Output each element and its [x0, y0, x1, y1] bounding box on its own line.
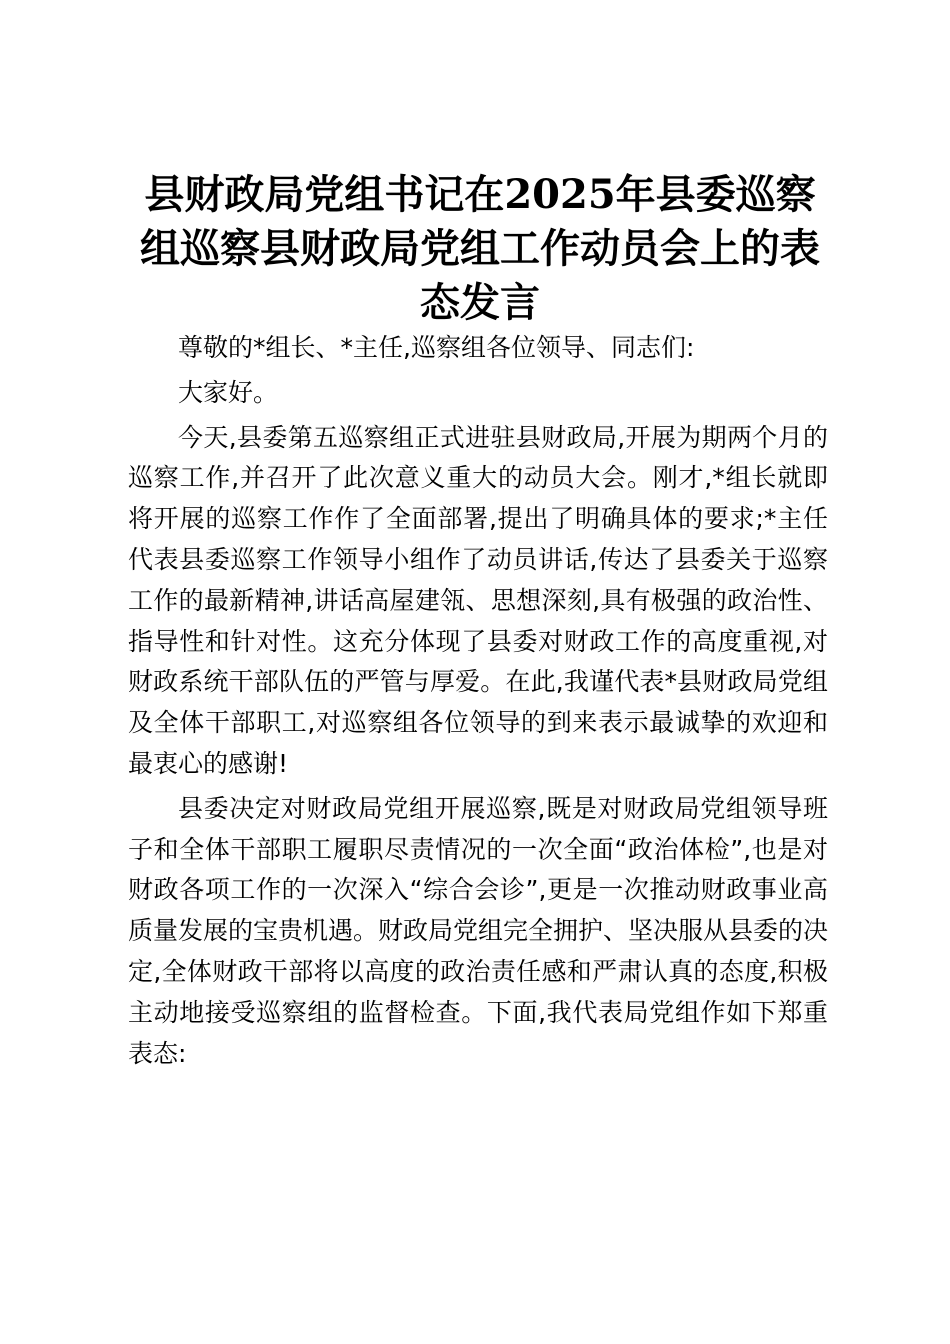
greeting-line: 大家好。: [178, 377, 279, 407]
body-paragraph: 县委决定对财政局党组开展巡察,既是对财政局党组领导班子和全体干部职工履职尽责情况的一次全面“政治体检”,也是对财政各项工作的一次深入“综合会诊”,更是一次推动财政事业高质量发展的宝贵机遇。财政局党组完全拥护、坚决服从县委的决定,全体财政干部将以高度的政治责任感和严肃认真的态度,积极主动地接受巡察组的监督检查。下面,我代表局党组作如下郑重表态:: [128, 793, 829, 1068]
salutation-line: 尊敬的*组长、*主任,巡察组各位领导、同志们:: [178, 333, 695, 362]
body-paragraph: 今天,县委第五巡察组正式进驻县财政局,开展为期两个月的巡察工作,并召开了此次意义重大的动员大会。刚才,*组长就即将开展的巡察工作作了全面部署,提出了明确具体的要求;*主任代表县委巡察工作领导小组作了动员讲话,传达了县委关于巡察工作的最新精神,讲话高屋建瓴、思想深刻,具有极强的政治性、指导性和针对性。这充分体现了县委对财政工作的高度重视,对财政系统干部队伍的严管与厚爱。在此,我谨代表*县财政局党组及全体干部职工,对巡察组各位领导的到来表示最诚挚的欢迎和最衷心的感谢!: [128, 422, 828, 778]
document-body: [128, 328, 828, 1074]
document-title: 县财政局党组书记在2025年县委巡察组巡察县财政局党组工作动员会上的表态发言: [140, 171, 820, 326]
